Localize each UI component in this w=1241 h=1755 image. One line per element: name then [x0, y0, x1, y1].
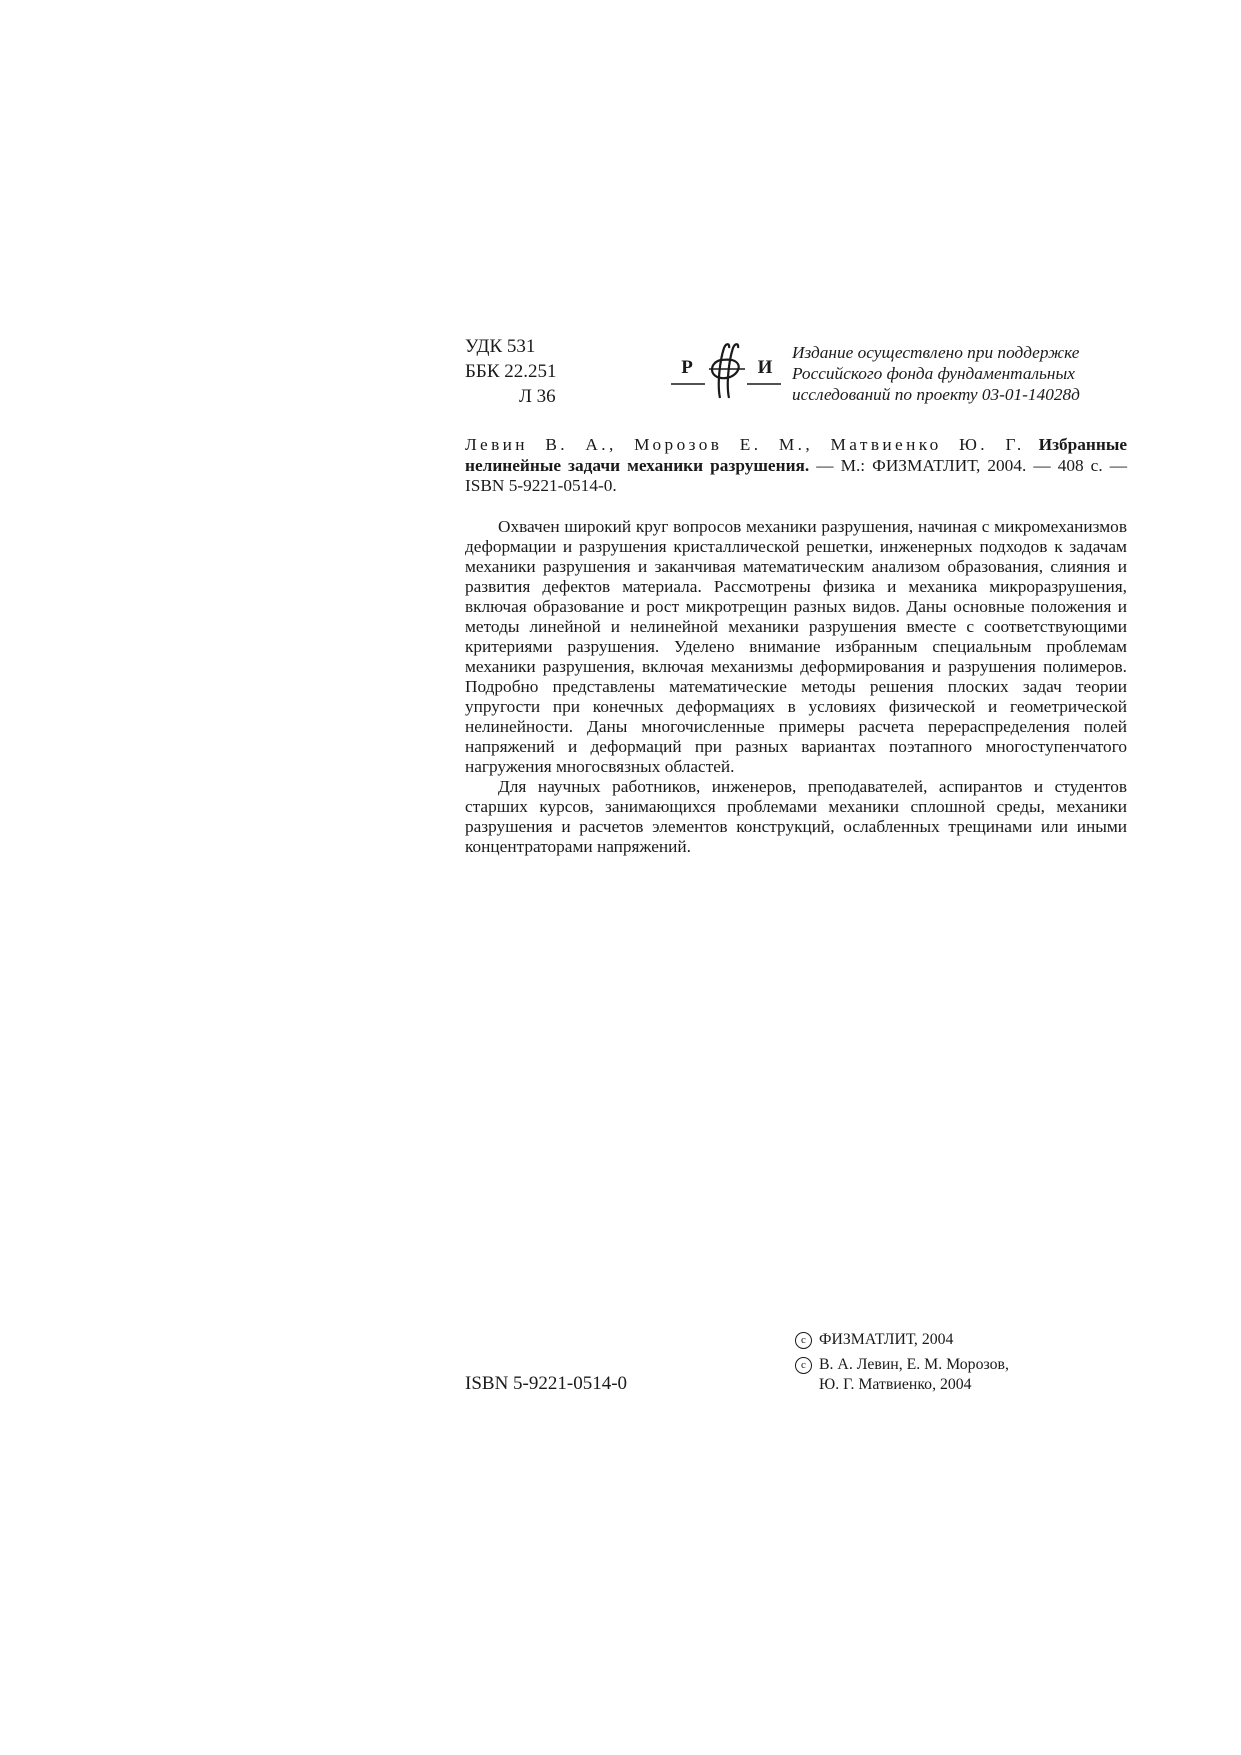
bbk-code: ББК 22.251 [465, 361, 557, 382]
classification-block [465, 334, 557, 409]
copyright-icon: c [795, 1332, 812, 1349]
copyright-block [795, 1330, 1009, 1400]
udk-code: УДК 531 [465, 336, 536, 357]
copyright-publisher [795, 1330, 1009, 1350]
support-note [792, 342, 1152, 405]
annotation-paragraph-2: Для научных работников, инженеров, преподавателей, аспирантов и студентов старших курсов, занимающихся проблемами механики сплошной среды, механики разрушения и расчетов элементов конструкций, ослабленных трещинами или иными концентраторами напряжений. [465, 777, 1127, 856]
bibliography-authors: Левин В. А., Морозов Е. М., Матвиенко Ю. Г. [465, 435, 1025, 454]
copyright-authors-line-2: Ю. Г. Матвиенко, 2004 [819, 1376, 972, 1393]
rffi-logo [668, 340, 784, 402]
author-mark: Л 36 [519, 386, 556, 407]
annotation [465, 517, 1127, 857]
support-note-line-3: исследований по проекту 03-01-14028д [792, 385, 1080, 404]
annotation-paragraph-1: Охвачен широкий круг вопросов механики разрушения, начиная с микромеханизмов деформации и разрушения кристаллической решетки, инженерных подходов к задачам механики разрушения и заканчивая математическим анализом образования, слияния и развития дефектов материала. Рассмотрены физика и механика микроразрушения, включая образование и рост микротрещин разных видов. Даны основные положения и методы линейной и нелинейной механики разрушения вместе с соответствующими критериями разрушения. Уделено внимание избранным специальным проблемам механики разрушения, включая механизмы деформирования и разрушения полимеров. Подробно представлены математические методы решения плоских задач теории упругости при конечных деформациях в условиях физической и геометрической нелинейности. Даны многочисленные примеры расчета перераспределения полей напряжений и деформаций при разных вариантах поэтапного многоступенчатого нагружения многосвязных областей. [465, 517, 1127, 776]
copyright-publisher-text: ФИЗМАТЛИТ, 2004 [819, 1331, 954, 1348]
logo-letter-right: И [757, 357, 773, 378]
support-note-line-1: Издание осуществлено при поддержке [792, 343, 1080, 362]
isbn-number: ISBN 5-9221-0514-0 [465, 1373, 628, 1394]
bibliographic-description [465, 435, 1127, 497]
support-note-line-2: Российского фонда фундаментальных [792, 364, 1075, 383]
logo-letter-left: Р [681, 357, 693, 378]
bibliography-imprint: — М.: ФИЗМАТЛИТ, 2004. — 408 с. — ISBN 5-9221-0514-0. [465, 455, 1128, 495]
copyright-authors [795, 1355, 1009, 1395]
bibliography-title: Избранные нелинейные задачи механики разрушения. [465, 435, 1127, 475]
copyright-authors-line-1: В. А. Левин, Е. М. Морозов, [819, 1356, 1009, 1373]
copyright-icon: c [795, 1357, 812, 1374]
logo-emblem-icon [709, 344, 745, 398]
